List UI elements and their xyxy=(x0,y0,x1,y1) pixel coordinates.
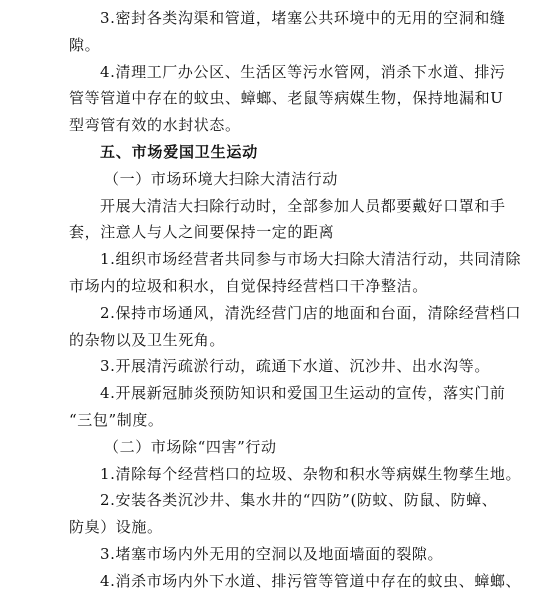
paragraph-line: 4.开展新冠肺炎预防知识和爱国卫生运动的宣传，落实门前 xyxy=(100,384,506,403)
paragraph-line: 型弯管有效的水封状态。 xyxy=(69,116,241,135)
paragraph-line: “三包”制度。 xyxy=(69,411,164,429)
paragraph-line: 隙。 xyxy=(69,35,101,54)
paragraph-line: 开展大清洁大扫除行动时，全部参加人员都要戴好口罩和手 xyxy=(100,196,506,215)
paragraph-line: 3.开展清污疏淤行动，疏通下水道、沉沙井、出水沟等。 xyxy=(100,357,490,376)
paragraph-line: 防臭）设施。 xyxy=(69,518,163,537)
paragraph-line: 3.密封各类沟渠和管道，堵塞公共环境中的无用的空洞和缝 xyxy=(100,9,506,27)
paragraph-line: 管等管道中存在的蚊虫、蟑螂、老鼠等病媒生物，保持地漏和U xyxy=(69,89,504,108)
paragraph-line: 4.清理工厂办公区、生活区等污水管网，消杀下水道、排污 xyxy=(100,62,506,81)
paragraph-line: 的杂物以及卫生死角。 xyxy=(69,330,226,349)
paragraph-line: 市场内的垃圾和积水，自觉保持经营档口干净整洁。 xyxy=(69,277,428,295)
paragraph-line: 4.消杀市场内外下水道、排污管等管道中存在的蚊虫、蟑螂、 xyxy=(100,571,522,590)
paragraph-line: 1.组织市场经营者共同参与市场大扫除大清洁行动，共同清除 xyxy=(100,250,522,269)
subsection-heading: （二）市场除“四害”行动 xyxy=(104,437,277,456)
paragraph-line: 套，注意人与人之间要保持一定的距离 xyxy=(69,223,335,242)
paragraph-line: 3.堵塞市场内外无用的空洞以及地面墙面的裂隙。 xyxy=(100,545,444,563)
paragraph-line: 2.保持市场通风，清洗经营门店的地面和台面，清除经营档口 xyxy=(100,303,522,322)
subsection-heading: （一）市场环境大扫除大清洁行动 xyxy=(104,169,339,188)
section-heading: 五、市场爱国卫生运动 xyxy=(100,143,259,161)
paragraph-line: 2.安装各类沉沙井、集水井的“四防”(防蚊、防鼠、防蟑、 xyxy=(100,491,498,510)
paragraph-line: 1.清除每个经营档口的垃圾、杂物和积水等病媒生物孳生地。 xyxy=(100,464,522,483)
